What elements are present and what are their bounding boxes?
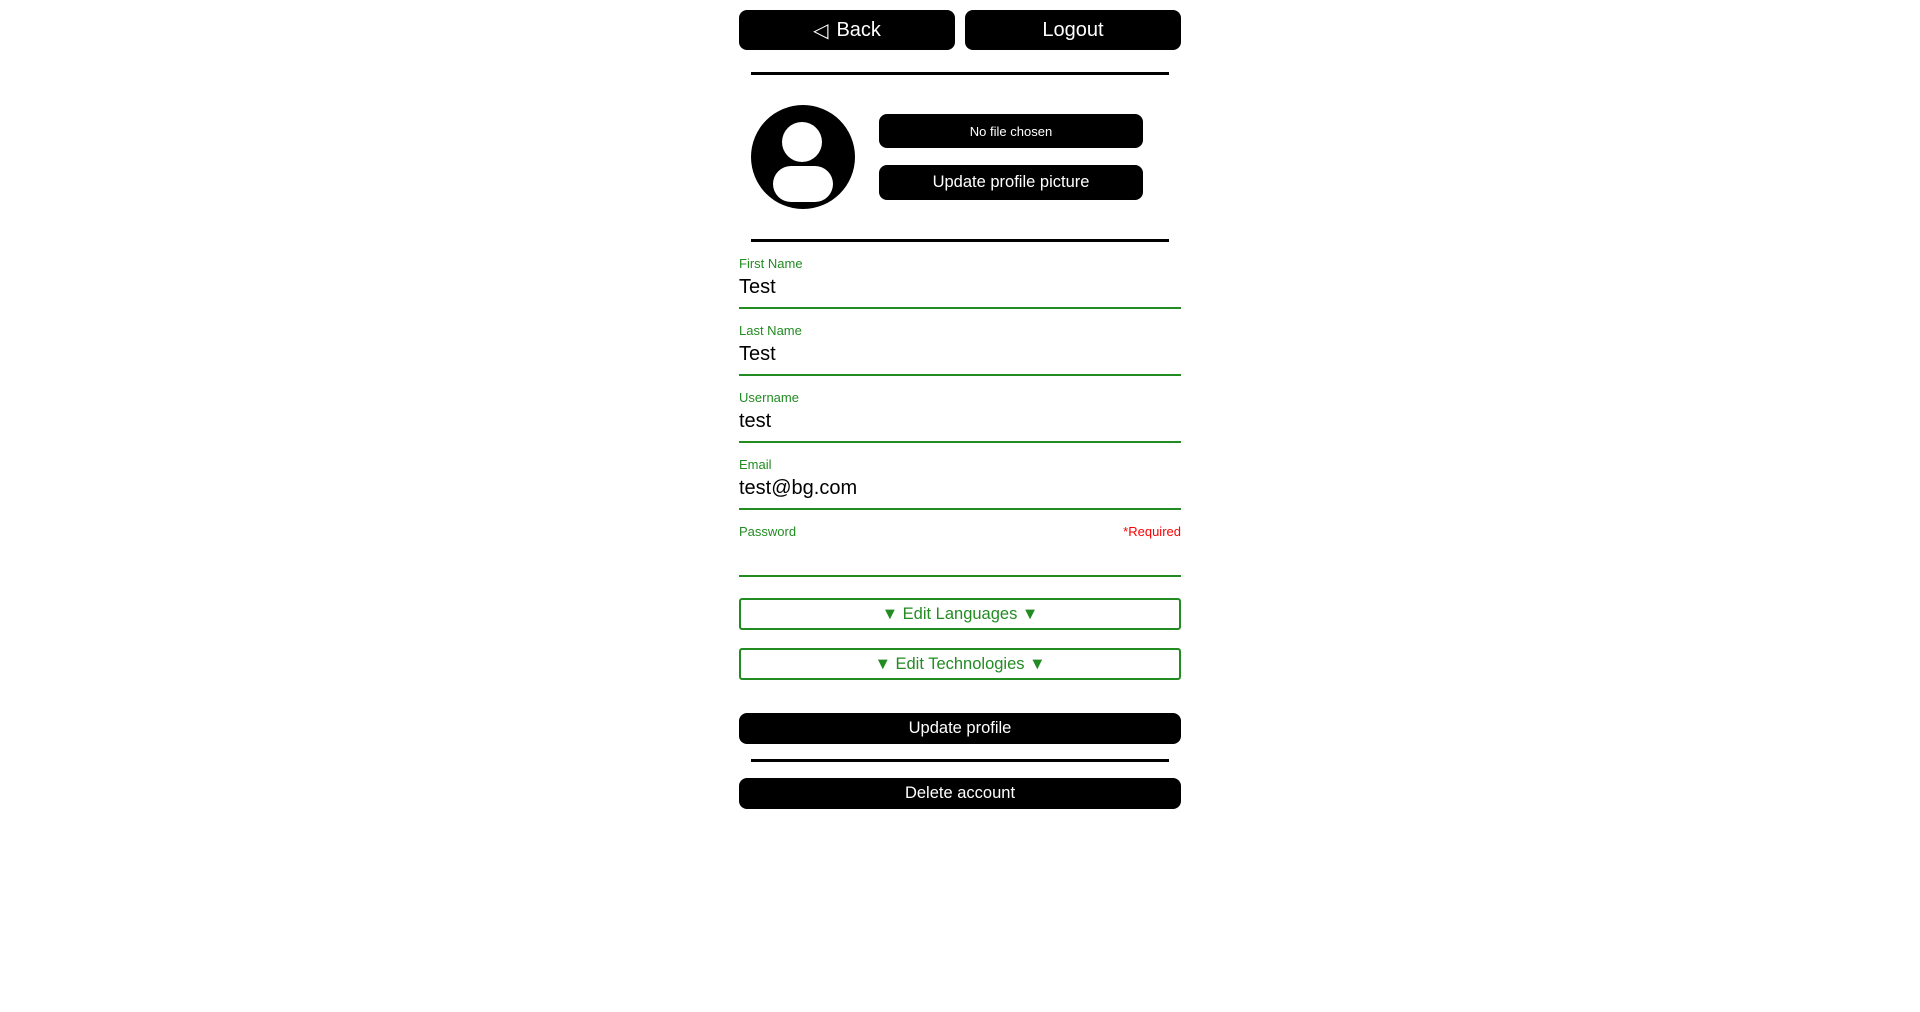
file-input-label: No file chosen (969, 123, 1053, 139)
field-username (739, 390, 1181, 443)
last-name-input[interactable] (739, 338, 1181, 376)
divider-avatar (751, 239, 1169, 242)
file-input-button[interactable] (879, 114, 1143, 148)
divider-delete (751, 759, 1169, 762)
profile-page (739, 0, 1181, 809)
delete-account-label: Delete account (904, 784, 1016, 802)
email-label: Email (739, 457, 772, 472)
field-first-name (739, 256, 1181, 309)
logout-button[interactable] (965, 10, 1181, 50)
password-required-note: *Required (1123, 524, 1181, 539)
back-arrow-icon: ◁ (813, 19, 829, 42)
update-profile-label: Update profile (908, 719, 1012, 737)
password-input[interactable] (739, 539, 1181, 577)
first-name-input[interactable] (739, 271, 1181, 309)
person-circle-icon (751, 105, 855, 209)
top-button-row (739, 10, 1181, 50)
field-email (739, 457, 1181, 510)
logout-button-label: Logout (1042, 18, 1104, 41)
delete-account-button[interactable] (739, 778, 1181, 809)
profile-picture-section (739, 105, 1181, 209)
back-button[interactable] (739, 10, 955, 50)
edit-technologies-button[interactable]: ▼ Edit Technologies ▼ (739, 648, 1181, 680)
update-profile-button[interactable] (739, 713, 1181, 744)
update-picture-button[interactable] (879, 165, 1143, 200)
username-input[interactable] (739, 405, 1181, 443)
back-button-label: Back (836, 18, 881, 41)
email-input[interactable] (739, 472, 1181, 510)
username-label: Username (739, 390, 799, 405)
first-name-label: First Name (739, 256, 803, 271)
profile-form (739, 256, 1181, 744)
divider-top (751, 72, 1169, 75)
field-password (739, 524, 1181, 577)
field-last-name (739, 323, 1181, 376)
last-name-label: Last Name (739, 323, 802, 338)
password-label: Password (739, 524, 797, 539)
picture-buttons-column (879, 114, 1143, 200)
edit-languages-button[interactable]: ▼ Edit Languages ▼ (739, 598, 1181, 630)
update-picture-label: Update profile picture (932, 173, 1090, 191)
